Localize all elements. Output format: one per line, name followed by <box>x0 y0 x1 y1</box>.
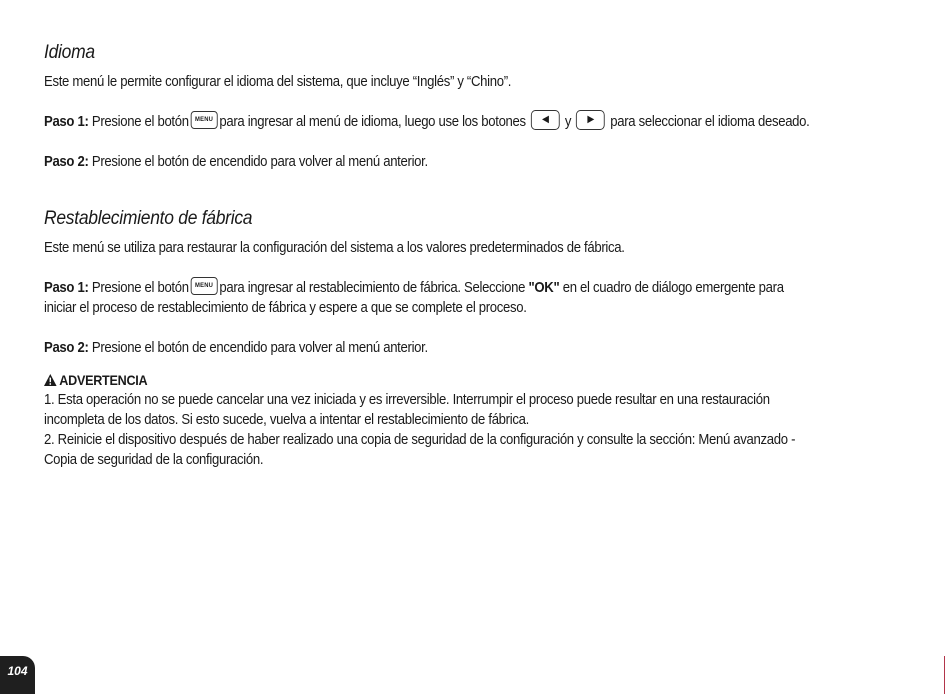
step-text: en el cuadro de diálogo emergente para <box>562 280 784 296</box>
step-label: Paso 2: <box>44 340 89 356</box>
section-title-factory-reset: Restablecimiento de fábrica <box>44 208 253 229</box>
step-text: Presione el botón de encendido para volver al menú anterior. <box>91 340 428 356</box>
step-text: Presione el botón de encendido para volver al menú anterior. <box>91 154 428 170</box>
step-label: Paso 1: <box>44 280 89 296</box>
step-text: para ingresar al restablecimiento de fábrica. Seleccione <box>219 280 526 296</box>
step-text: para ingresar al menú de idioma, luego use los botones <box>219 114 526 130</box>
page-number: 104 <box>0 656 35 694</box>
conjunction: y <box>564 114 572 130</box>
ok-option: "OK" <box>528 280 560 296</box>
section-title-language: Idioma <box>44 42 95 63</box>
language-intro: Este menú le permite configurar el idioma del sistema, que incluye “Inglés” y “Chino”. <box>44 74 512 90</box>
factory-step1-continued: iniciar el proceso de restablecimiento de fábrica y espere a que se complete el proceso. <box>44 300 527 316</box>
right-arrow-icon: ▶ <box>576 110 605 130</box>
menu-button-icon: MENU <box>191 277 218 295</box>
warning-line: 2. Reinicie el dispositivo después de haber realizado una copia de seguridad de la configuración y consulte la sección: Menú avanzado - <box>44 432 796 448</box>
left-arrow-icon: ◀ <box>531 110 560 130</box>
accent-edge-mark <box>944 656 945 694</box>
warning-line: Copia de seguridad de la configuración. <box>44 452 264 468</box>
step-text: Presione el botón <box>91 114 189 130</box>
step-label: Paso 2: <box>44 154 89 170</box>
factory-step1 <box>44 278 818 298</box>
step-label: Paso 1: <box>44 114 89 130</box>
warning-triangle-icon <box>44 374 57 386</box>
menu-button-icon: MENU <box>191 111 218 129</box>
factory-step2 <box>44 338 818 358</box>
warning-line: incompleta de los datos. Si esto sucede, vuelva a intentar el restablecimiento de fábrica. <box>44 412 529 428</box>
language-step2 <box>44 152 818 172</box>
page-content <box>44 40 904 470</box>
step-text: Presione el botón <box>91 280 189 296</box>
warning-line: 1. Esta operación no se puede cancelar una vez iniciada y es irreversible. Interrumpir el proceso puede resultar en una restauración <box>44 392 770 408</box>
factory-intro: Este menú se utiliza para restaurar la configuración del sistema a los valores predeterminados de fábrica. <box>44 240 625 256</box>
language-step1 <box>44 112 818 132</box>
warning-heading <box>44 370 818 390</box>
warning-title: ADVERTENCIA <box>59 372 148 388</box>
step-text: para seleccionar el idioma deseado. <box>610 114 810 130</box>
